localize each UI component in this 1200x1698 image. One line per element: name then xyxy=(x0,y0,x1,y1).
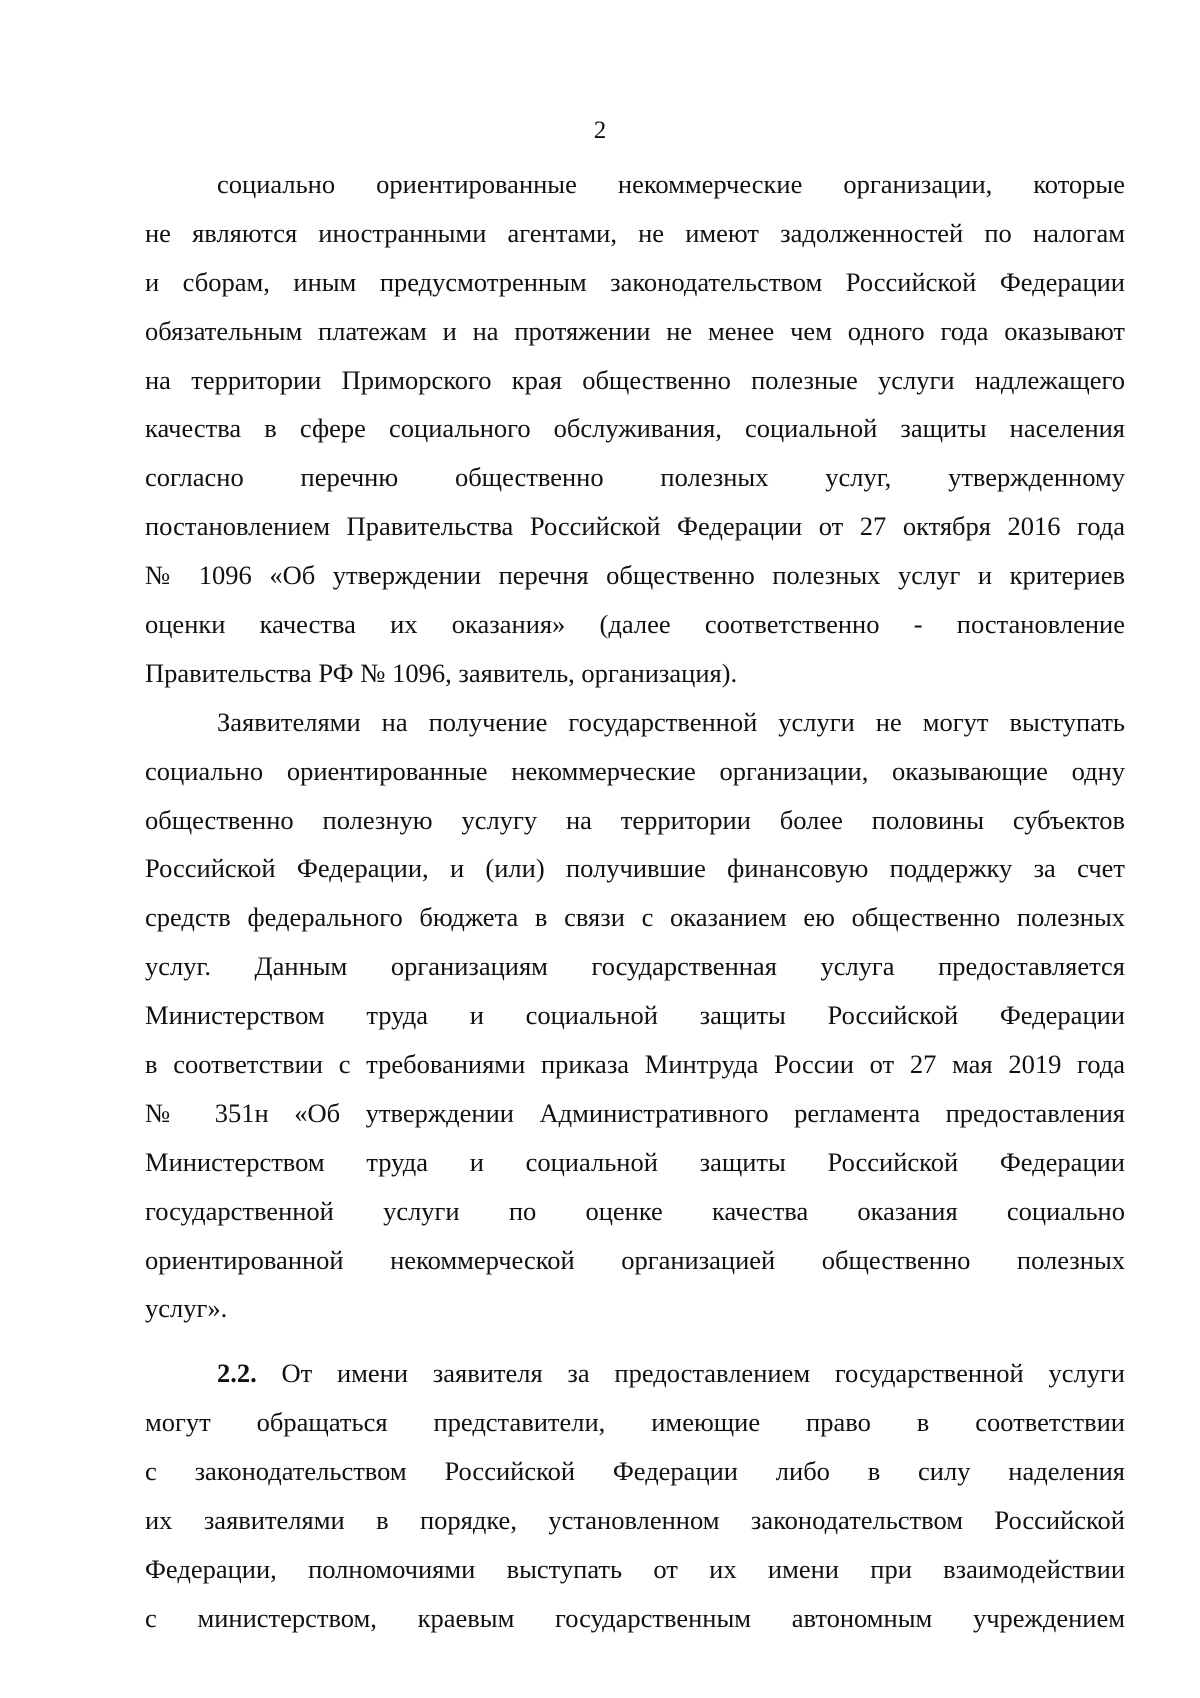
text-line: Российской Федерации, и (или) получившие финансовую поддержку за счет xyxy=(145,853,1125,884)
text-line: Заявителями на получение государственной услуги не могут выступать xyxy=(217,706,1125,737)
text-line: Министерством труда и социальной защиты Российской Федерации xyxy=(145,1146,1125,1177)
text-line: Министерством труда и социальной защиты Российской Федерации xyxy=(145,1000,1125,1031)
text-line: № 1096 «Об утверждении перечня общественно полезных услуг и критериев xyxy=(145,560,1125,591)
text-line: и сборам, иным предусмотренным законодательством Российской Федерации xyxy=(145,266,1125,297)
text-line: с законодательством Российской Федерации либо в силу наделения xyxy=(145,1456,1125,1487)
paragraph-continuation xyxy=(145,160,1125,698)
text-line: общественно полезную услугу на территории более половины субъектов xyxy=(145,804,1125,835)
text-line: их заявителями в порядке, установленном законодательством Российской xyxy=(145,1505,1125,1536)
text-line: ориентированной некоммерческой организацией общественно полезных xyxy=(145,1244,1125,1275)
section-2-2 xyxy=(145,1349,1125,1642)
text-line: Правительства РФ № 1096, заявитель, организация). xyxy=(145,657,738,688)
text-line: государственной услуги по оценке качества оказания социально xyxy=(145,1195,1125,1226)
text-line: оценки качества их оказания» (далее соответственно - постановление xyxy=(145,609,1125,640)
text-line: постановлением Правительства Российской Федерации от 27 октября 2016 года xyxy=(145,511,1125,542)
text-line: в соответствии с требованиями приказа Минтруда России от 27 мая 2019 года xyxy=(145,1049,1125,1080)
paragraph-spacer xyxy=(145,1333,1125,1349)
page-number: 2 xyxy=(593,117,607,144)
text-line: социально ориентированные некоммерческие организации, которые xyxy=(217,169,1125,199)
text-line: могут обращаться представители, имеющие право в соответствии xyxy=(145,1407,1125,1438)
section-text: От имени заявителя за предоставлением государственной услуги xyxy=(281,1358,1125,1389)
text-line: средств федерального бюджета в связи с оказанием ею общественно полезных xyxy=(145,902,1125,933)
text-line: услуг. Данным организациям государственная услуга предоставляется xyxy=(145,951,1125,982)
text-line: качества в сфере социального обслуживания, социальной защиты населения xyxy=(145,413,1125,444)
text-line: обязательным платежам и на протяжении не менее чем одного года оказывают xyxy=(145,315,1125,346)
section-number: 2.2. xyxy=(217,1358,257,1389)
text-line: с министерством, краевым государственным автономным учреждением xyxy=(145,1602,1125,1633)
text-line: социально ориентированные некоммерческие организации, оказывающие одну xyxy=(145,755,1125,786)
text-line: Федерации, полномочиями выступать от их имени при взаимодействии xyxy=(145,1553,1125,1584)
text-line: не являются иностранными агентами, не имеют задолженностей по налогам xyxy=(145,217,1125,248)
text-line: согласно перечню общественно полезных услуг, утвержденному xyxy=(145,462,1125,493)
text-line: № 351н «Об утверждении Административного регламента предоставления xyxy=(145,1097,1125,1128)
document-body xyxy=(145,160,1125,1643)
text-line: на территории Приморского края общественно полезные услуги надлежащего xyxy=(145,364,1125,395)
text-line xyxy=(145,1349,1125,1398)
paragraph-applicant-restrictions xyxy=(145,698,1125,1334)
text-line: услуг». xyxy=(145,1293,228,1324)
